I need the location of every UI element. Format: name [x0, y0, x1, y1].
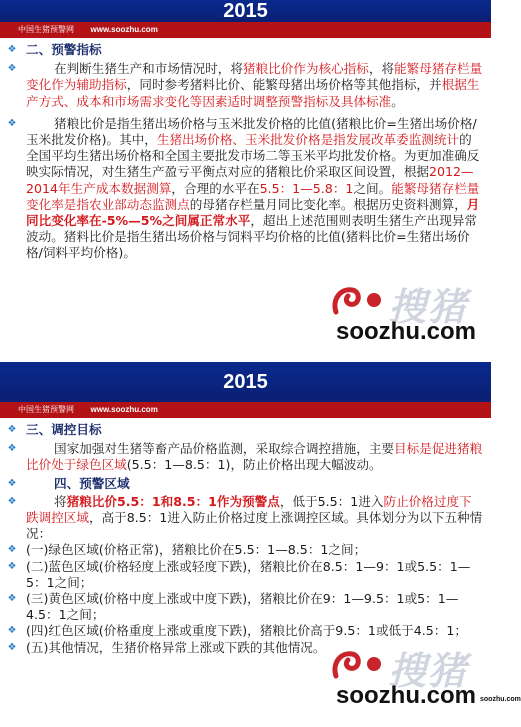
- text-run: 国家加强对生猪等畜产品价格监测，采取综合调控措施，主要: [54, 441, 395, 457]
- paragraph: [6, 494, 483, 543]
- highlight-text: 生猪出场价格、玉米批发价格是指发展改革委监测统计: [156, 132, 460, 148]
- slide-early-warning-indicators: [0, 0, 491, 361]
- list-item: [6, 542, 483, 558]
- text-run: 的母猪存栏量月同比变化率。根据历史资料测算，: [189, 196, 467, 212]
- highlight-text: 月同比变化率在-5%—5%之间属正常水平: [26, 196, 480, 229]
- diamond-bullet-icon: ❖: [7, 641, 17, 653]
- diamond-bullet-icon: ❖: [7, 44, 17, 55]
- diamond-bullet-icon: ❖: [7, 560, 17, 572]
- diamond-bullet-icon: ❖: [7, 593, 17, 605]
- list-item-text: (四)红色区域(价格重度上涨或重度下跌)，猪粮比价高于9.5：1或低于4.5：1；: [26, 623, 467, 639]
- list-item: [6, 640, 483, 656]
- heading-text: 四、预警区域: [54, 475, 130, 491]
- diamond-bullet-icon: ❖: [7, 495, 17, 507]
- text-run: ，同时参考猪料比价、能繁母猪出场价格等其他指标，并: [126, 77, 442, 93]
- list-item: [6, 623, 483, 639]
- heading-text: 二、预警指标: [26, 42, 102, 57]
- text-run: 猪粮比价是指生猪出场价格与玉米批发价格的比值(猪粮比价=生猪出场价格/玉米批发价格)。其中，: [26, 115, 477, 148]
- slide-title-band: [0, 0, 491, 22]
- watermark-cn-text: 搜猪: [388, 284, 469, 329]
- highlight-text: 根据生产方式、成本和市场需求变化等因素适时调整预警指标及具体标准: [26, 77, 480, 109]
- watermark-small-text: soozhu.com: [480, 696, 521, 703]
- section-heading: [6, 42, 483, 58]
- list-item-text: (二)蓝色区域(价格轻度上涨或轻度下跌)，猪粮比价在8.5：1—9：1或5.5：1—5：1之间；: [26, 558, 471, 590]
- watermark: [330, 646, 521, 722]
- site-name: 中国生猪预警网: [18, 25, 74, 34]
- highlight-text: 能繁母猪存栏量变化作为辅助指标: [26, 61, 483, 93]
- list-item: [6, 559, 483, 591]
- site-url[interactable]: www.soozhu.com: [90, 405, 158, 414]
- watermark-en-text: soozhu.com: [336, 318, 477, 345]
- soozhu-logo-icon: [330, 282, 384, 320]
- text-run: ，超出上述范围则表明生猪生产出现异常波动。猪料比价是指生猪出场价格与饲料平均价格的比值(猪料比价=生猪出场价格/饲料平均价格)。: [26, 213, 477, 261]
- highlight-text: 猪粮比价作为核心指标: [242, 61, 369, 77]
- list-item-text: (五)其他情况，生猪价格异常上涨或下跌的其他情况。: [26, 639, 326, 655]
- text-run: ，高于8.5：1进入防止价格过度上涨调控区域。具体划分为以下五种情况：: [26, 510, 483, 542]
- text-run: ，低于5.5：1进入: [279, 493, 384, 509]
- paragraph: [6, 441, 483, 473]
- section-heading: [6, 476, 483, 492]
- slide-year-title: 2015: [223, 0, 268, 22]
- list-item-text: (三)黄色区域(价格中度上涨或中度下跌)，猪粮比价在9：1—9.5：1或5：1—4.5：1之间；: [26, 591, 459, 623]
- diamond-bullet-icon: ❖: [7, 625, 17, 637]
- site-url[interactable]: www.soozhu.com: [90, 25, 158, 34]
- text-run: 。: [391, 93, 404, 109]
- watermark-cn-text: 搜猪: [388, 648, 469, 693]
- text-run: 的全国平均生猪出场价格和全国主要批发市场二等玉米平均批发价格。为更加准确反映实际情况，对生猪生产盈亏平衡点对应的猪粮比价采取区间设置，根据: [26, 132, 480, 180]
- list-item-text: (一)绿色区域(价格正常)，猪粮比价在5.5：1—8.5：1之间；: [26, 542, 367, 558]
- paragraph: [6, 61, 483, 110]
- diamond-bullet-icon: ❖: [7, 544, 17, 556]
- text-run: ，合理的水平在: [171, 180, 260, 196]
- text-run: ，将: [368, 61, 395, 77]
- paragraph: [6, 116, 483, 262]
- highlight-text: 5.5：1—5.8：1: [259, 180, 354, 196]
- highlight-text: 2012—2014年生产成本数据测算: [26, 164, 474, 196]
- brand-bar: [0, 402, 491, 418]
- text-run: 之间。: [353, 180, 392, 196]
- section-heading: [6, 422, 483, 438]
- diamond-bullet-icon: ❖: [7, 477, 17, 489]
- text-run: 在判断生猪生产和市场情况时，将: [54, 61, 243, 77]
- list-item: [6, 591, 483, 623]
- highlight-text: 防止价格过度下跌调控区域: [26, 493, 472, 526]
- diamond-bullet-icon: ❖: [7, 63, 17, 75]
- diamond-bullet-icon: ❖: [7, 443, 17, 455]
- text-run: (5.5：1—8.5：1)，防止价格出现大幅波动。: [126, 457, 382, 473]
- highlight-text: 猪粮比价5.5：1和8.5：1作为预警点: [66, 493, 280, 509]
- highlight-text: 能繁母猪存栏量变化率是指农业部动态监测点: [26, 180, 480, 212]
- text-run: 将: [54, 493, 67, 509]
- slide-year-title: 2015: [223, 371, 268, 393]
- slide-regulation-targets: [0, 362, 521, 727]
- diamond-bullet-icon: ❖: [7, 424, 17, 435]
- highlight-text: 目标是促进猪粮比价处于绿色区域: [26, 441, 483, 473]
- watermark: [330, 282, 490, 352]
- diamond-bullet-icon: ❖: [7, 117, 17, 129]
- slide-title-band: [0, 362, 491, 402]
- site-name: 中国生猪预警网: [18, 405, 74, 414]
- brand-bar: [0, 22, 491, 38]
- slide-body: [0, 38, 491, 262]
- watermark-en-text: soozhu.com: [336, 682, 477, 709]
- heading-text: 三、调控目标: [26, 422, 102, 437]
- slide-body: [0, 418, 491, 656]
